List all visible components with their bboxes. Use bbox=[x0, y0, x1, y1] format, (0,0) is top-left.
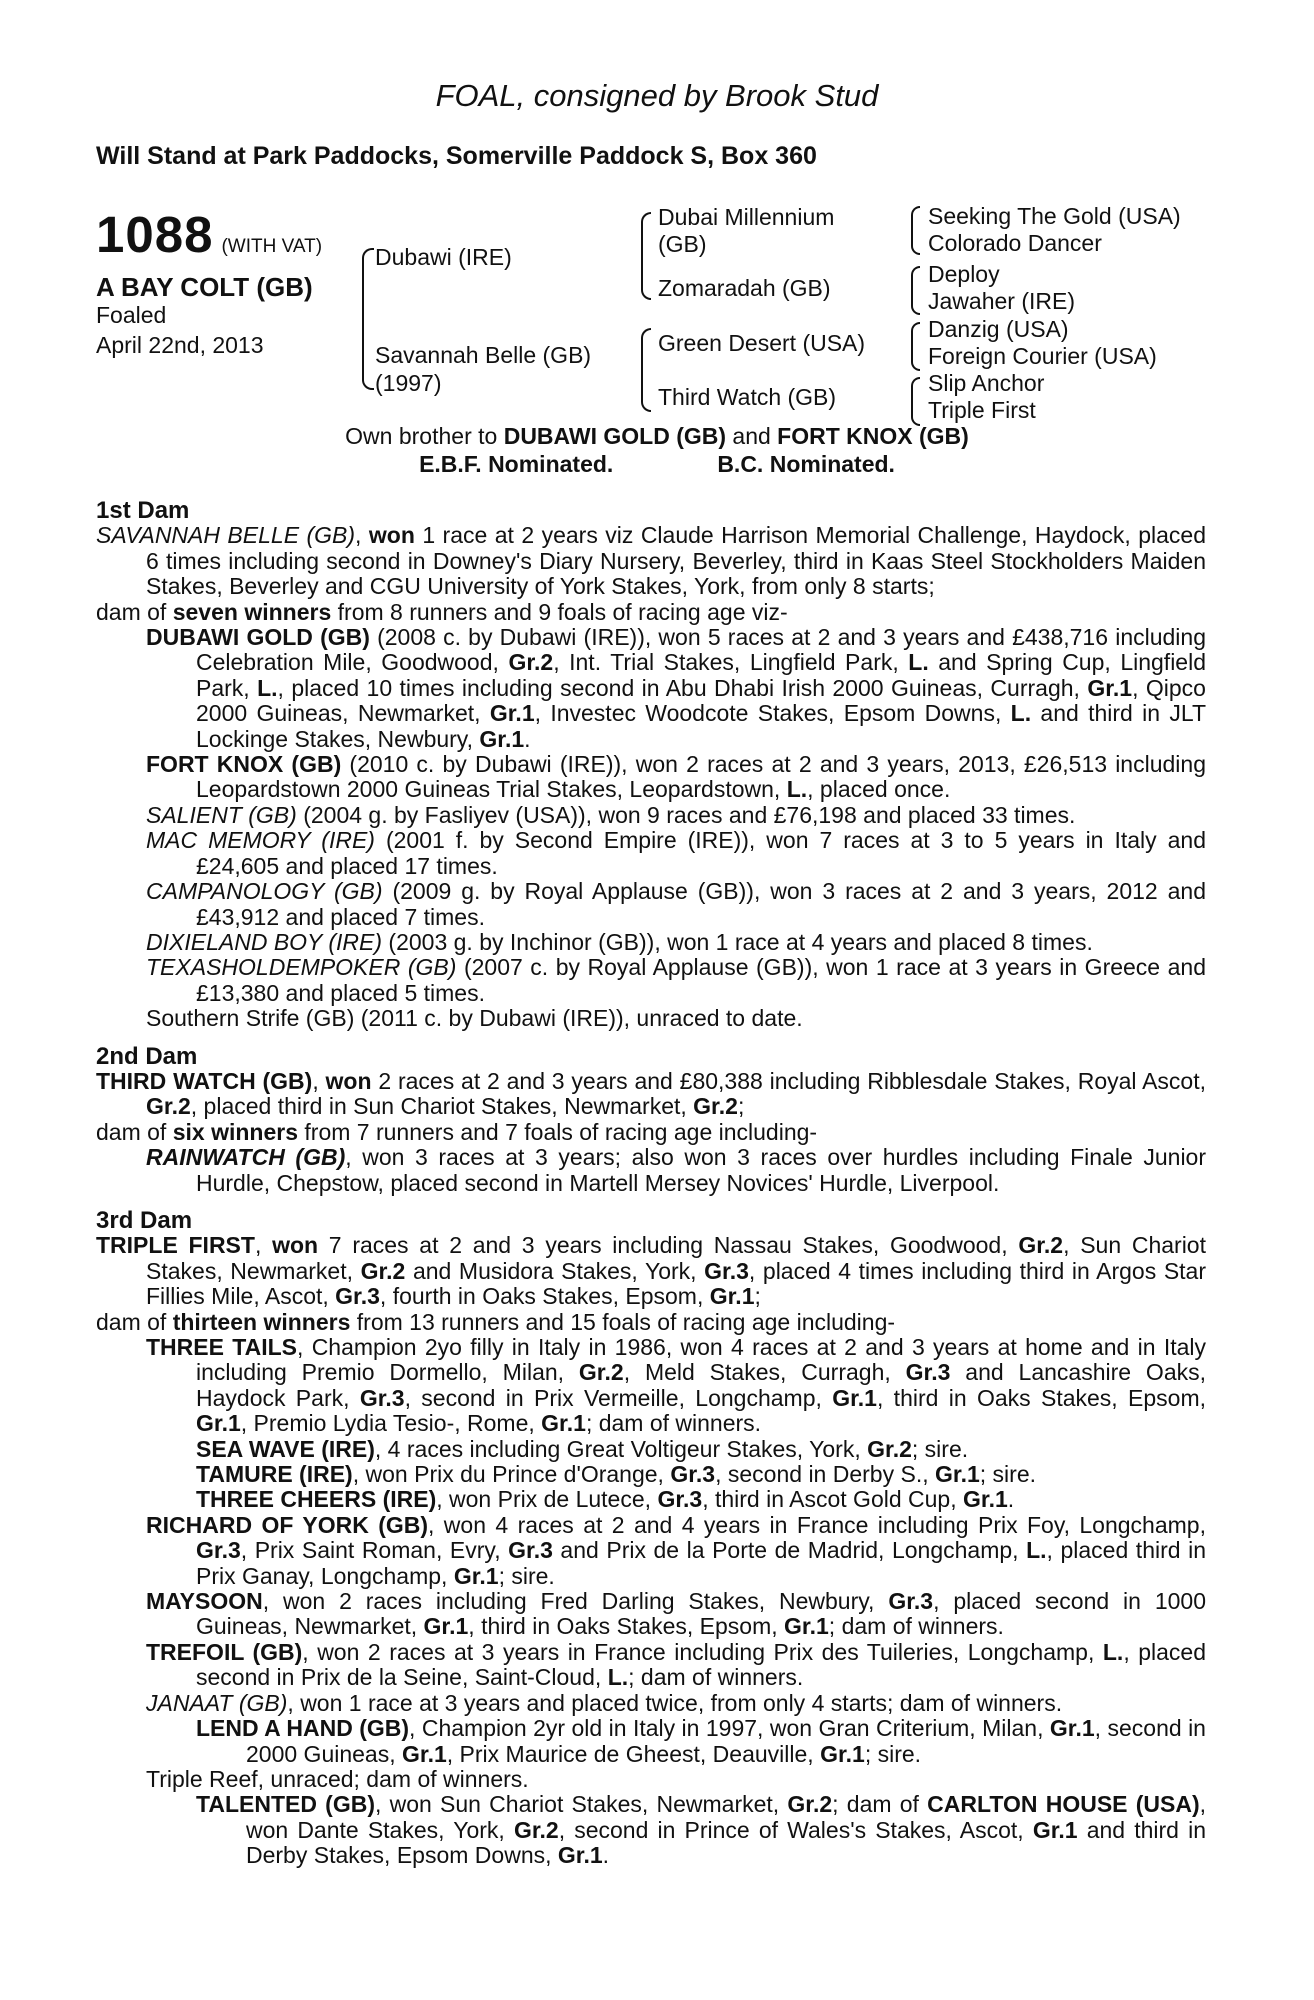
lot-number-block bbox=[96, 205, 322, 264]
pedigree-dss: Danzig (USA) bbox=[928, 316, 1069, 342]
list-item: LEND A HAND (GB), Champion 2yr old in Italy in 1997, won Gran Criterium, Milan, Gr.1, second in 2000 Guineas, Gr.1, Prix Maurice de Gheest, Deauville, Gr.1; sire. bbox=[196, 1715, 1206, 1767]
third-dam-heading: 3rd Dam bbox=[96, 1206, 193, 1234]
list-item: MAYSOON, won 2 races including Fred Darling Stakes, Newbury, Gr.3, placed second in 1000 Guineas, Newmarket, Gr.1, third in Oaks Stakes, Epsom, Gr.1; dam of winners. bbox=[146, 1588, 1206, 1640]
first-dam-produce-summary: dam of seven winners from 8 runners and 9 foals of racing age viz- bbox=[96, 598, 788, 625]
list-item: DIXIELAND BOY (IRE) (2003 g. by Inchinor (GB)), won 1 race at 4 years and placed 8 times. bbox=[146, 928, 1093, 955]
pedigree-ssd: Colorado Dancer bbox=[928, 230, 1102, 256]
bc-nominated: B.C. Nominated. bbox=[717, 451, 895, 477]
sd-brace bbox=[911, 266, 920, 315]
second-dam-record: THIRD WATCH (GB), won 2 races at 2 and 3 years and £80,388 including Ribblesdale Stakes, Royal Ascot, Gr.2, placed third in Sun Chariot Stakes, Newmarket, Gr.2; bbox=[96, 1067, 1206, 1120]
first-dam-record: SAVANNAH BELLE (GB), won 1 race at 2 years viz Claude Harrison Memorial Challenge, Haydock, placed 6 times including second in Downey's Diary Nursery, Beverley, third in Kaas Steel Stockholders Maiden Stakes, Beverley and CGU University of York Stakes, York, from only 8 starts; bbox=[96, 522, 1207, 600]
list-item: JANAAT (GB), won 1 race at 3 years and placed twice, from only 4 starts; dam of winners. bbox=[146, 1689, 1063, 1716]
pedigree-sire-sire-country: (GB) bbox=[658, 231, 707, 257]
list-item: TALENTED (GB), won Sun Chariot Stakes, Newmarket, Gr.2; dam of CARLTON HOUSE (USA), won Dante Stakes, York, Gr.2, second in Prince of Wales's Stakes, Ascot, Gr.1 and third in Derby Stakes, Epsom Downs, Gr.1. bbox=[196, 1791, 1206, 1869]
pedigree-dam-dam: Third Watch (GB) bbox=[658, 384, 837, 410]
list-item: CAMPANOLOGY (GB) (2009 g. by Royal Applause (GB)), won 3 races at 2 and 3 years, 2012 and £43,912 and placed 7 times. bbox=[146, 878, 1206, 930]
list-item: FORT KNOX (GB) (2010 c. by Dubawi (IRE)), won 2 races at 2 and 3 years, 2013, £26,513 including Leopardstown 2000 Guineas Trial Stakes, Leopardstown, L., placed once. bbox=[146, 751, 1206, 803]
pedigree-sire-sire: Dubai Millennium bbox=[658, 204, 835, 230]
list-item: MAC MEMORY (IRE) (2001 f. by Second Empire (IRE)), won 7 races at 3 to 5 years in Italy and £24,605 and placed 17 times. bbox=[146, 827, 1206, 879]
third-dam-produce-summary: dam of thirteen winners from 13 runners and 15 foals of racing age including- bbox=[96, 1308, 896, 1335]
lot-description: A BAY COLT (GB) bbox=[96, 272, 313, 302]
pedigree-dam-sire: Green Desert (USA) bbox=[658, 330, 866, 356]
foaled-info bbox=[96, 300, 264, 360]
own-brother-and: and bbox=[726, 423, 778, 449]
list-item: SALIENT (GB) (2004 g. by Fasliyev (USA)), won 9 races and £76,198 and placed 33 times. bbox=[146, 801, 1076, 828]
list-item: TREFOIL (GB), won 2 races at 3 years in France including Prix des Tuileries, Longchamp, L., placed second in Prix de la Seine, Saint-Cloud, L.; dam of winners. bbox=[146, 1638, 1207, 1691]
ss-brace bbox=[911, 206, 920, 255]
page-title: FOAL, consigned by Brook Stud bbox=[435, 78, 879, 113]
pedigree-dam-year: (1997) bbox=[375, 370, 442, 396]
pedigree-sss: Seeking The Gold (USA) bbox=[928, 203, 1181, 229]
list-item: TAMURE (IRE), won Prix du Prince d'Orange, Gr.3, second in Derby S., Gr.1; sire. bbox=[196, 1461, 1036, 1488]
list-item: DUBAWI GOLD (GB) (2008 c. by Dubawi (IRE)), won 5 races at 2 and 3 years and £438,716 including Celebration Mile, Goodwood, Gr.2, Int. Trial Stakes, Lingfield Park, L. and Spring Cup, Lingfield Park, L., placed 10 times including second in Abu Dhabi Irish 2000 Guineas, Curragh, Gr.1, Qipco 2000 Guineas, Newmarket, Gr.1, Investec Woodcote Stakes, Epsom Downs, L. and third in JLT Lockinge Stakes, Newbury, Gr.1. bbox=[146, 624, 1206, 752]
produce-record bbox=[96, 498, 1206, 1869]
own-brother-prefix: Own brother to bbox=[345, 423, 504, 449]
list-item: THREE CHEERS (IRE), won Prix de Lutece, Gr.3, third in Ascot Gold Cup, Gr.1. bbox=[196, 1486, 1015, 1513]
dd-brace bbox=[911, 377, 920, 426]
list-item: Triple Reef, unraced; dam of winners. bbox=[146, 1765, 529, 1792]
ebf-nominated: E.B.F. Nominated. bbox=[419, 451, 614, 477]
pedigree-ddd: Triple First bbox=[928, 397, 1036, 423]
second-dam-heading: 2nd Dam bbox=[96, 1042, 198, 1070]
third-dam-record: TRIPLE FIRST, won 7 races at 2 and 3 years including Nassau Stakes, Goodwood, Gr.2, Sun Chariot Stakes, Newmarket, Gr.2 and Musidora Stakes, York, Gr.3, placed 4 times including third in Argos Star Fillies Mile, Ascot, Gr.3, fourth in Oaks Stakes, Epsom, Gr.1; bbox=[96, 1232, 1206, 1310]
first-dam-heading: 1st Dam bbox=[96, 497, 190, 524]
list-item: SEA WAVE (IRE), 4 races including Great Voltigeur Stakes, York, Gr.2; sire. bbox=[196, 1435, 969, 1462]
list-item: TEXASHOLDEMPOKER (GB) (2007 c. by Royal Applause (GB)), won 1 race at 3 years in Greece and £13,380 and placed 5 times. bbox=[146, 954, 1206, 1006]
second-dam-produce-summary: dam of six winners from 7 runners and 7 foals of racing age including- bbox=[96, 1118, 818, 1145]
nominations bbox=[0, 451, 1314, 478]
pedigree-dds: Slip Anchor bbox=[928, 370, 1045, 396]
sire-dam-brace bbox=[362, 248, 374, 390]
own-brother-1: DUBAWI GOLD (GB) bbox=[503, 423, 727, 449]
list-item: Southern Strife (GB) (2011 c. by Dubawi (IRE)), unraced to date. bbox=[146, 1005, 803, 1032]
stand-location: Will Stand at Park Paddocks, Somerville Paddock S, Box 360 bbox=[96, 142, 817, 170]
list-item: RICHARD OF YORK (GB), won 4 races at 2 and 4 years in France including Prix Foy, Longchamp, Gr.3, Prix Saint Roman, Evry, Gr.3 and Prix de la Porte de Madrid, Longchamp, L., placed third in Prix Ganay, Longchamp, Gr.1; sire. bbox=[146, 1511, 1206, 1589]
own-brother-note bbox=[0, 423, 1314, 450]
pedigree-sire-dam: Zomaradah (GB) bbox=[658, 275, 831, 301]
lot-number: 1088 bbox=[96, 206, 214, 263]
pedigree-sire: Dubawi (IRE) bbox=[375, 244, 512, 270]
pedigree-dsd: Foreign Courier (USA) bbox=[928, 343, 1157, 369]
vat-note: (WITH VAT) bbox=[221, 236, 323, 257]
pedigree-sdd: Jawaher (IRE) bbox=[928, 288, 1075, 314]
foaled-label: Foaled bbox=[96, 302, 167, 328]
foaled-date: April 22nd, 2013 bbox=[96, 332, 264, 358]
list-item: THREE TAILS, Champion 2yo filly in Italy in 1986, won 4 races at 2 and 3 years at home and in Italy including Premio Dormello, Milan, Gr.2, Meld Stakes, Curragh, Gr.3 and Lancashire Oaks, Haydock Park, Gr.3, second in Prix Vermeille, Longchamp, Gr.1, third in Oaks Stakes, Epsom, Gr.1, Premio Lydia Tesio-, Rome, Gr.1; dam of winners. bbox=[146, 1334, 1207, 1437]
pedigree-dam: Savannah Belle (GB) bbox=[375, 342, 592, 368]
list-item: RAINWATCH (GB), won 3 races at 3 years; also won 3 races over hurdles including Finale Junior Hurdle, Chepstow, placed second in Martell Mersey Novices' Hurdle, Liverpool. bbox=[146, 1144, 1206, 1196]
dam-line-brace bbox=[641, 328, 651, 412]
sire-line-brace bbox=[641, 212, 651, 300]
ds-brace bbox=[911, 322, 920, 371]
own-brother-2: FORT KNOX (GB) bbox=[777, 423, 969, 449]
pedigree-sds: Deploy bbox=[928, 261, 1000, 287]
